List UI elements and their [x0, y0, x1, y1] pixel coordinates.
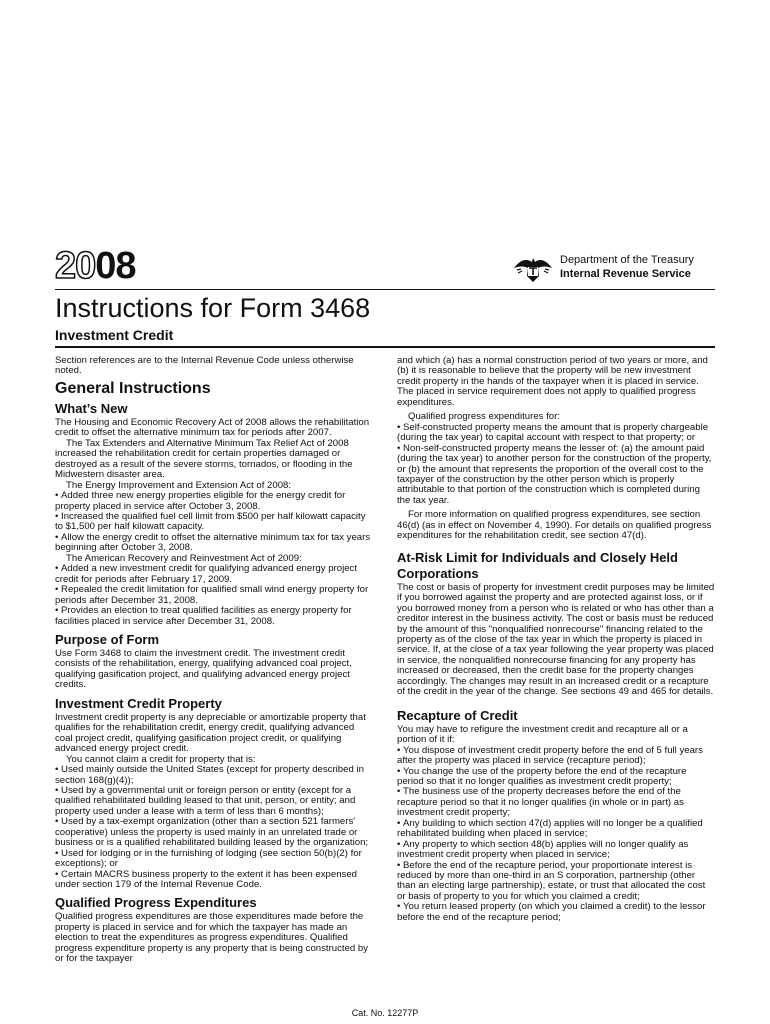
whats-new-paragraph: The Housing and Economic Recovery Act of 2008 allows the rehabilitation credit to offset the alternative minimum tax for periods after 2007. — [55, 416, 370, 439]
section-heading-investment-credit-property: Investment Credit Property — [55, 695, 222, 711]
list-item: • Repealed the credit limitation for qualified small wind energy property for periods after December 31, 2008. — [55, 585, 373, 606]
list-item: • You dispose of investment credit property before the end of 5 full years after the property was placed in service (recapture period); — [397, 746, 715, 767]
section-heading-general: General Instructions — [55, 379, 211, 397]
subtitle-rule — [55, 346, 715, 348]
list-item: • Added a new investment credit for qualifying advanced energy project credit for periods after February 17, 2009. — [55, 564, 373, 585]
catalog-number: Cat. No. 12277P — [351, 1008, 419, 1018]
list-item: • You return leased property (on which you claimed a credit) to the lessor before the end of the recapture period; — [397, 902, 715, 923]
section-heading-purpose: Purpose of Form — [55, 631, 160, 647]
agency-name: Internal Revenue Service — [560, 268, 691, 280]
qpe-more-paragraph: For more information on qualified progress expenditures, see section 46(d) (as in effect on November 4, 1990). For details on qualified progress expenditures for the rehabilitation credit, see section 47(d). — [397, 509, 712, 542]
year-outline-digits: 20 — [55, 245, 96, 287]
list-item: • Added three new energy properties eligible for the energy credit for property placed in service after October 3, 2008. — [55, 491, 373, 512]
list-item: • Provides an election to treat qualified facilities as energy property for facilities placed in service after December 31, 2008. — [55, 606, 373, 627]
year-solid-digits: 08 — [95, 245, 136, 287]
header-rule — [55, 289, 715, 290]
list-item: • You change the use of the property before the end of the recapture period so that it no longer qualifies as investment credit property; — [397, 767, 715, 788]
left-column — [55, 356, 373, 965]
purpose-paragraph: Use Form 3468 to claim the investment credit. The investment credit consists of the rehabilitation, energy, qualifying advanced coal project, qualifying gasification project, and qualifying advanced energy project credits. — [55, 647, 352, 691]
list-item: • Used for lodging or in the furnishing of lodging (see section 50(b)(2) for exceptions); or — [55, 849, 373, 870]
section-heading-at-risk: At-Risk Limit for Individuals and Closely Held Corporations — [397, 549, 678, 581]
section-heading-whats-new: What’s New — [55, 400, 128, 416]
list-item: • Any building to which section 47(d) applies will no longer be a qualified rehabilitated building when placed in service; — [397, 819, 715, 840]
icp-paragraph: You cannot claim a credit for property that is: — [66, 753, 256, 765]
section-heading-recapture: Recapture of Credit — [397, 707, 518, 723]
list-item: • Increased the qualified fuel cell limit from $500 per half kilowatt capacity to $1,500 per half kilowatt capacity. — [55, 512, 373, 533]
list-item: • Any property to which section 48(b) applies will no longer qualify as investment credit property when placed in service; — [397, 840, 715, 861]
list-item: • Used by a tax-exempt organization (other than a section 521 farmers' cooperative) unless the property is used mainly in an unrelated trade or business or is a qualified rehabilitated building leased by the organization; — [55, 817, 373, 848]
list-item: • Certain MACRS business property to the extent it has been expensed under section 179 of the Internal Revenue Code. — [55, 870, 373, 891]
recapture-paragraph: You may have to refigure the investment credit and recapture all or a portion of it if: — [397, 723, 688, 746]
list-item: • Used mainly outside the United States (except for property described in section 168(g)(4)); — [55, 765, 373, 786]
continued-paragraph: and which (a) has a normal construction period of two years or more, and (b) it is reasonable to believe that the property will be new investment credit property in the hands of the taxpayer when it is placed in service. The placed in service requirement does not apply to qualified progress expenditures. — [397, 355, 708, 408]
list-item: • Non-self-constructed property means the lesser of: (a) the amount paid (during the tax year) to another person for the construction of the property, or (b) the amount that represents the proportion of the overall cost to the taxpayer of the construction by the other person which is properly attributable to that portion of the construction which is completed during the tax year. — [397, 444, 715, 507]
at-risk-paragraph: The cost or basis of property for investment credit purposes may be limited if you borrowed against the property and are protected against loss, or if you borrowed money from a person who is related or who has other than a creditor interest in the business activity. The cost or basis must be reduced by the amount of this "nonqualified nonrecourse" financing related to the property as of the close of the tax year in which the property is placed in service. If, at the close of a tax year following the year property was placed in service, the nonqualified nonrecourse financing for any property has increased or decreased, then the credit base for the property changes accordingly. The changes may result in an increased credit or a recapture of the credit in the year of the change. See sections 49 and 465 for details. — [397, 581, 715, 698]
irs-eagle-logo-icon — [512, 254, 554, 284]
icp-paragraph: Investment credit property is any depreciable or amortizable property that qualifies for the rehabilitation credit, energy credit, qualifying advanced coal project credit, qualifying gasification project credit, or qualifying advanced energy project credit. — [55, 711, 366, 755]
whats-new-paragraph: The American Recovery and Reinvestment Act of 2009: — [66, 552, 302, 564]
right-column — [397, 356, 715, 923]
whats-new-paragraph: The Tax Extenders and Alternative Minimum Tax Relief Act of 2008 increased the rehabilitation credit for certain properties damaged or destroyed as a result of the severe storms, tornados, or flooding in the Midwestern disaster area. — [55, 437, 353, 481]
list-item: • Allow the energy credit to offset the alternative minimum tax for tax years beginning after October 3, 2008. — [55, 533, 373, 554]
form-year — [55, 246, 136, 286]
intro-paragraph: Section references are to the Internal Revenue Code unless otherwise noted. — [55, 355, 354, 377]
qpe-paragraph: Qualified progress expenditures are those expenditures made before the property is placed in service and for which the taxpayer has made an election to treat the expenditures as progress expenditures. Qualified progress expenditure property is any property that is being constructed by or for the taxpayer — [55, 911, 369, 965]
list-item: • Before the end of the recapture period, your proportionate interest is reduced by more than one-third in an S corporation, partnership (other than an electing large partnership), estate, or trust that allocated the cost or basis of property to you for which you claimed a credit; — [397, 861, 715, 903]
qpe-intro: Qualified progress expenditures for: — [408, 411, 560, 423]
page-subtitle: Investment Credit — [55, 327, 174, 343]
list-item: • Self-constructed property means the amount that is properly chargeable (during the tax year) to capital account with respect to that property; or — [397, 423, 715, 444]
list-item: • Used by a governmental unit or foreign person or entity (except for a qualified rehabilitated building leased to that unit, person, or entity; and property used under a lease with a term of less than 6 months); — [55, 786, 373, 817]
agency-department: Department of the Treasury — [560, 254, 694, 266]
page-title: Instructions for Form 3468 — [55, 293, 371, 323]
list-item: • The business use of the property decreases before the end of the recapture period so that it no longer qualifies (in whole or in part) as investment credit property; — [397, 787, 715, 818]
whats-new-paragraph: The Energy Improvement and Extension Act of 2008: — [66, 479, 292, 491]
section-heading-qualified-progress: Qualified Progress Expenditures — [55, 895, 257, 911]
